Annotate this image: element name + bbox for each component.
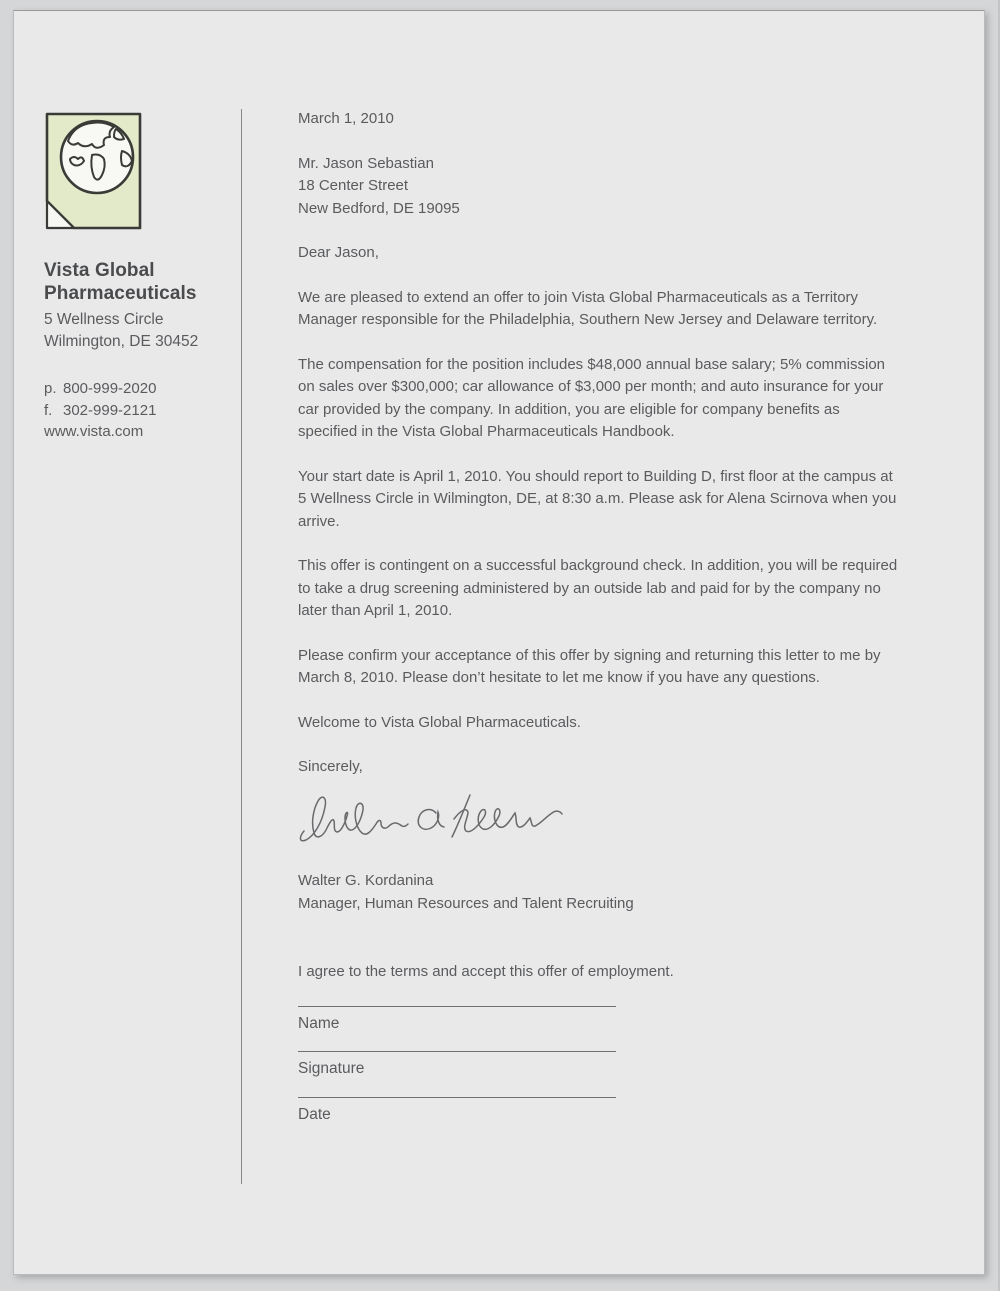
company-website: www.vista.com <box>44 423 144 440</box>
salutation: Dear Jason, <box>298 244 379 261</box>
signature-image <box>298 787 570 849</box>
recipient-address <box>298 153 902 221</box>
fax-number: 302-999-2121 <box>63 401 157 419</box>
vertical-divider <box>241 109 242 1184</box>
company-phone <box>44 378 234 400</box>
contact-block <box>44 378 234 443</box>
signer-block <box>298 870 902 915</box>
signature-field-label: Signature <box>298 1060 365 1077</box>
paragraph-confirmation: Please confirm your acceptance of this offer by signing and returning this letter to me by March 8, 2010. Please don’t hesitate to let me know if you have any questions. <box>298 646 881 686</box>
name-field[interactable] <box>298 1006 616 1036</box>
date-field[interactable] <box>298 1097 616 1127</box>
letter-date: March 1, 2010 <box>298 110 394 127</box>
fax-prefix: f. <box>44 401 53 419</box>
recipient-name: Mr. Jason Sebastian <box>298 154 434 172</box>
paragraph-compensation: The compensation for the position includes $48,000 annual base salary; 5% commission on sales over $300,000; car allowance of $3,000 per month; and auto insurance for your car provided by the company. In addition, you are eligible for company benefits as specified in the Vista Global Pharmaceuticals Handbook. <box>298 355 886 440</box>
company-fax <box>44 400 234 422</box>
phone-prefix: p. <box>44 380 57 397</box>
company-address-line1: 5 Wellness Circle <box>44 311 164 328</box>
signer-name: Walter G. Kordanina <box>298 872 434 889</box>
acceptance-statement: I agree to the terms and accept this offer of employment. <box>298 963 674 980</box>
paragraph-contingency: This offer is contingent on a successful background check. In addition, you will be required to take a drug screening administered by an outside lab and paid for by the company no later than April 1, 2010. <box>298 557 898 619</box>
company-name <box>44 259 234 305</box>
letterhead-sidebar <box>44 111 234 443</box>
company-address <box>44 309 234 352</box>
signer-title: Manager, Human Resources and Talent Recruiting <box>298 894 634 912</box>
letter-body <box>298 108 902 1126</box>
company-name-line1: Vista Global <box>44 260 155 281</box>
company-logo globe-page-icon <box>44 111 143 231</box>
recipient-city: New Bedford, DE 19095 <box>298 199 460 217</box>
company-name-line2: Pharmaceuticals <box>44 283 197 304</box>
signature-field[interactable] <box>298 1051 616 1081</box>
phone-number: 800-999-2020 <box>63 380 157 397</box>
closing: Sincerely, <box>298 758 363 775</box>
welcome-line: Welcome to Vista Global Pharmaceuticals. <box>298 713 581 731</box>
company-address-line2: Wilmington, DE 30452 <box>44 332 199 350</box>
paragraph-start-date: Your start date is April 1, 2010. You should report to Building D, first floor at the campus at 5 Wellness Circle in Wilmington, DE, at 8:30 a.m. Please ask for Alena Scirnova when you arrive. <box>298 467 897 530</box>
letter-page <box>13 10 985 1275</box>
recipient-street: 18 Center Street <box>298 177 409 194</box>
paragraph-offer: We are pleased to extend an offer to join Vista Global Pharmaceuticals as a Territory Manager responsible for the Philadelphia, Southern New Jersey and Delaware territory. <box>298 288 878 328</box>
date-field-label: Date <box>298 1105 331 1123</box>
name-field-label: Name <box>298 1014 340 1032</box>
